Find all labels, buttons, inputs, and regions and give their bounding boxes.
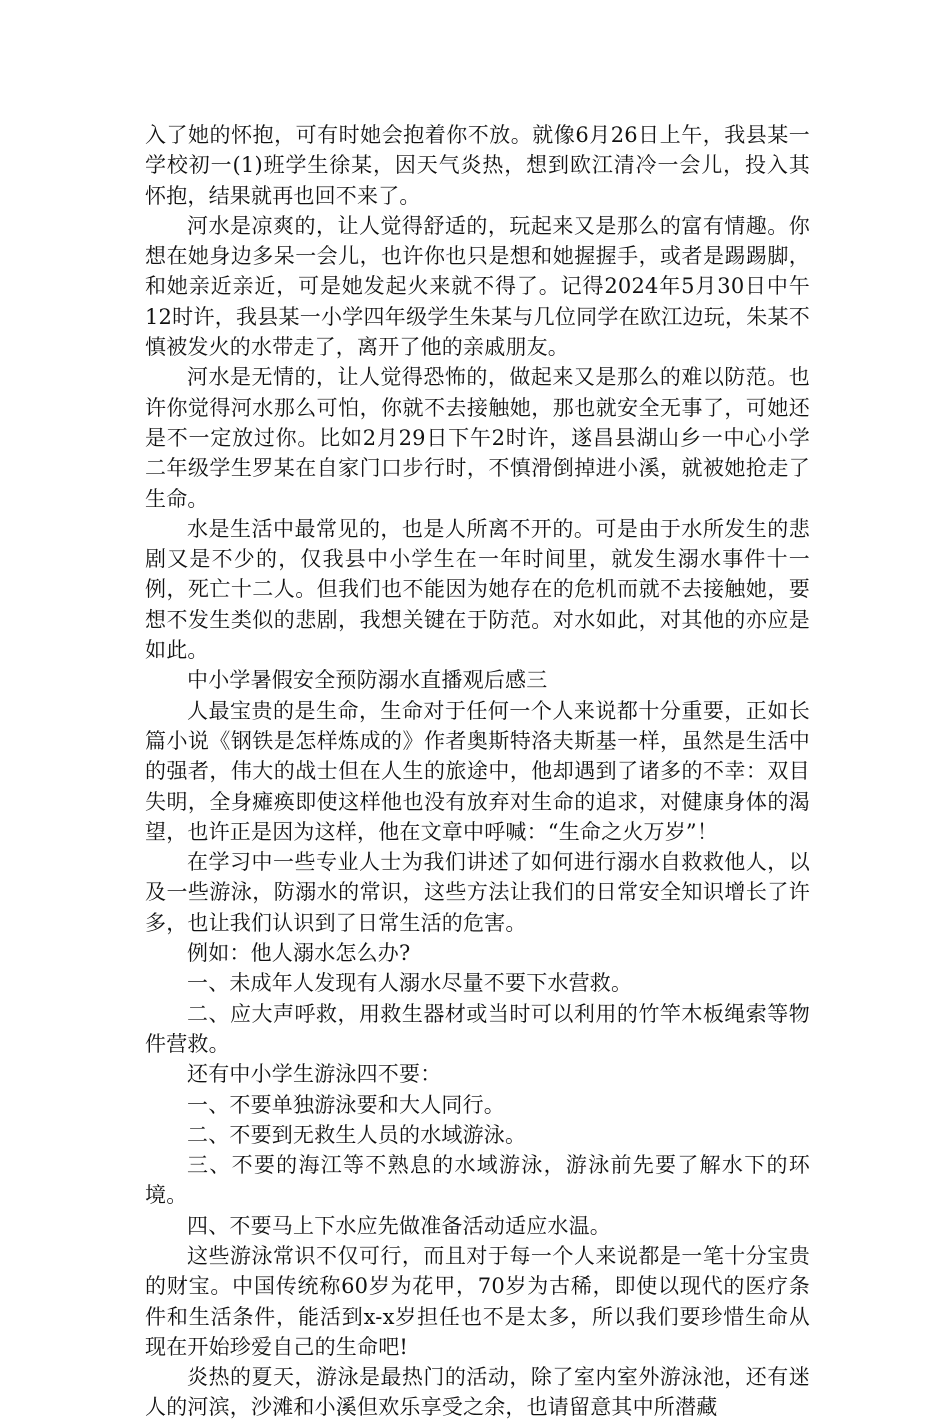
paragraph: 例如：他人溺水怎么办? bbox=[187, 941, 411, 966]
list-item: 二、不要到无救生人员的水域游泳。 bbox=[187, 1122, 527, 1147]
paragraph-continuation: 入了她的怀抱，可有时她会抱着你不放。就像6月26日上午，我县某一学校初一(1)班学生徐某，因天气炎热，想到欧江清冷一会儿，投入其怀抱，结果就再也回不来了。 bbox=[145, 123, 810, 208]
paragraph: 河水是凉爽的，让人觉得舒适的，玩起来又是那么的富有情趣。你想在她身边多呆一会儿，也许你也只是想和她握握手，或者是踢踢脚，和她亲近亲近，可是她发起火来就不得了。记得2024年5月30日中午12时许，我县某一小学四年级学生朱某与几位同学在欧江边玩，朱某不慎被发火的水带走了，离开了他的亲戚朋友。 bbox=[145, 213, 810, 360]
paragraph: 还有中小学生游泳四不要： bbox=[187, 1062, 442, 1087]
paragraph: 人最宝贵的是生命，生命对于任何一个人来说都十分重要，正如长篇小说《钢铁是怎样炼成的》作者奥斯特洛夫斯基一样，虽然是生活中的强者，伟大的战士但在人生的旅途中，他却遇到了诸多的不幸：双目失明，全身瘫痪即使这样他也没有放弃对生命的追求，对健康身体的渴望，也许正是因为这样，他在文章中呼喊：“生命之火万岁”！ bbox=[145, 698, 810, 844]
list-item: 一、未成年人发现有人溺水尽量不要下水营救。 bbox=[187, 971, 633, 996]
section-heading: 中小学暑假安全预防溺水直播观后感三 bbox=[187, 668, 548, 693]
paragraph: 水是生活中最常见的，也是人所离不开的。可是由于水所发生的悲剧又是不少的，仅我县中小学生在一年时间里，就发生溺水事件十一例，死亡十二人。但我们也不能因为她存在的危机而就不去接触她，要想不发生类似的悲剧，我想关键在于防范。对水如此，对其他的亦应是如此。 bbox=[145, 516, 810, 663]
list-item: 四、不要马上下水应先做准备活动适应水温。 bbox=[187, 1213, 611, 1238]
list-item: 三、不要的海江等不熟息的水域游泳，游泳前先要了解水下的环境。 bbox=[145, 1153, 810, 1208]
paragraph: 河水是无情的，让人觉得恐怖的，做起来又是那么的难以防范。也许你觉得河水那么可怕，你就不去接触她，那也就安全无事了，可她还是不一定放过你。比如2月29日下午2时许，遂昌县湖山乡一中心小学二年级学生罗某在自家门口步行时，不慎滑倒掉进小溪，就被她抢走了生命。 bbox=[145, 365, 810, 511]
paragraph: 在学习中一些专业人士为我们讲述了如何进行溺水自救救他人，以及一些游泳，防溺水的常识，这些方法让我们的日常安全知识增长了许多，也让我们认识到了日常生活的危害。 bbox=[145, 850, 810, 935]
document-body bbox=[145, 120, 810, 1423]
list-item: 二、应大声呼救，用救生器材或当时可以利用的竹竿木板绳索等物件营救。 bbox=[145, 1001, 810, 1056]
paragraph: 炎热的夏天，游泳是最热门的活动，除了室内室外游泳池，还有迷人的河滨，沙滩和小溪但欢乐享受之余，也请留意其中所潜藏 bbox=[145, 1365, 810, 1420]
paragraph: 这些游泳常识不仅可行，而且对于每一个人来说都是一笔十分宝贵的财宝。中国传统称60岁为花甲，70岁为古稀，即使以现代的医疗条件和生活条件，能活到x-x岁担任也不是太多，所以我们要珍惜生命从现在开始珍爱自己的生命吧! bbox=[145, 1243, 810, 1359]
list-item: 一、不要单独游泳要和大人同行。 bbox=[187, 1092, 505, 1117]
